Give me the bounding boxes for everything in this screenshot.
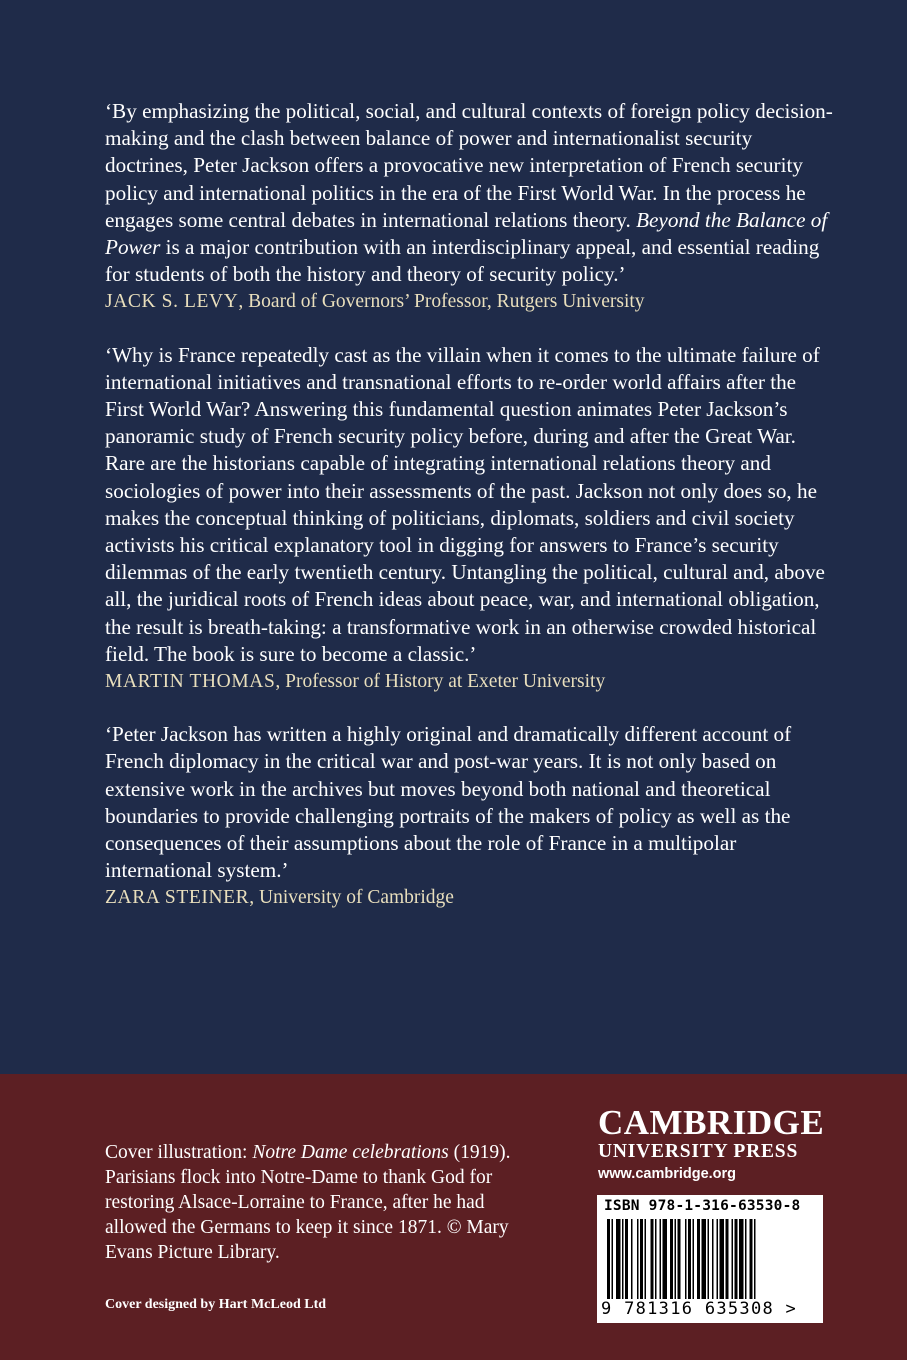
- publisher-press: UNIVERSITY PRESS: [598, 1141, 799, 1162]
- endorsement-text: ‘Why is France repeatedly cast as the villain when it comes to the ultimate failure of international initiatives and transnational efforts to re-order world affairs after the First World War? Answering this fundamental question animates Peter Jackson’s panoramic study of French security policy before, during and after the Great War. Rare are the historians capable of integrating international relations theory and sociologies of power into their assessments of the past. Jackson not only does so, he makes the conceptual thinking of politicians, diplomats, soldiers and civil society activists his critical explanatory tool in digging for answers to France’s security dilemmas of the early twentieth century. Untangling the political, cultural and, above all, the juridical roots of French ideas about peace, war, and international obligation, the result is breath-taking: a transformative work in an otherwise crowded historical field. The book is sure to become a classic.’: [105, 342, 825, 666]
- barcode-bar: [732, 1219, 734, 1299]
- endorsement-steiner: [105, 721, 840, 911]
- barcode-digits: 9 781316 635308 >: [601, 1299, 798, 1319]
- barcode-bar: [663, 1219, 668, 1299]
- barcode-bar: [745, 1219, 747, 1299]
- barcode-bar: [645, 1219, 647, 1299]
- endorser-affiliation: , Board of Governors’ Professor, Rutgers University: [238, 291, 645, 313]
- barcode-bar: [675, 1219, 677, 1299]
- barcode-bar: [750, 1219, 753, 1299]
- endorser-name: ZARA STEINER: [105, 887, 250, 909]
- barcode-bar: [655, 1219, 657, 1299]
- endorsement-levy: [105, 98, 840, 316]
- endorsement-text: ‘Peter Jackson has written a highly original and dramatically different account of French diplomacy in the critical war and post-war years. It is not only based on extensive work in the archives but moves beyond both national and theoretical boundaries to provide challenging portraits of the makers of policy as well as the consequences of their assumptions about the role of France in a multipolar international system.’: [105, 722, 792, 883]
- barcode-bar: [702, 1219, 707, 1299]
- endorsement-text: ‘By emphasizing the political, social, and cultural contexts of foreign policy decision-making and the clash between balance of power and internationalist security doctrines, Peter Jackson offers a provocative new interpretation of French security policy and international politics in the era of the First World War. In the process he engages some central debates in international relations theory. Beyond the Balance of Power is a major contribution with an interdisciplinary appeal, and essential reading for students of both the history and theory of security policy.’: [105, 99, 833, 287]
- endorsement-thomas: [105, 342, 840, 696]
- publisher-logo: [598, 1105, 828, 1185]
- illustration-title: Notre Dame celebrations: [252, 1142, 449, 1163]
- barcode-bar: [708, 1219, 710, 1299]
- barcode-bar: [625, 1219, 628, 1299]
- barcode-bar: [712, 1219, 714, 1299]
- endorsement-attribution: [105, 668, 840, 695]
- barcode-bar: [678, 1219, 681, 1299]
- barcode-bar: [688, 1219, 691, 1299]
- barcode-bars: [605, 1219, 815, 1307]
- endorser-affiliation: , Professor of History at Exeter University: [275, 671, 606, 693]
- endorsement-attribution: [105, 884, 840, 911]
- barcode-bar: [612, 1219, 614, 1299]
- barcode-bar: [720, 1219, 725, 1299]
- barcode-bar: [637, 1219, 639, 1299]
- barcode-bar: [651, 1219, 654, 1299]
- barcode-bar: [717, 1219, 719, 1299]
- cover-illustration-credit: Cover illustration: Notre Dame celebrations (1919). Parisians flock into Notre-Dame to thank God for restoring Alsace-Lorraine to France, after he had allowed the Germans to keep it since 1871. © Mary Evans Picture Library.: [105, 1142, 511, 1263]
- barcode-bar: [640, 1219, 643, 1299]
- endorser-affiliation: , University of Cambridge: [249, 887, 454, 909]
- barcode-bar: [616, 1219, 621, 1299]
- endorsement-attribution: [105, 288, 840, 315]
- isbn-barcode: [597, 1195, 823, 1323]
- barcode-bar: [735, 1219, 738, 1299]
- endorser-name: JACK S. LEVY: [105, 291, 239, 313]
- book-title: Beyond the Balance of Power: [105, 207, 828, 260]
- barcode-bar: [631, 1219, 633, 1299]
- barcode-bar: [685, 1219, 687, 1299]
- endorsements: [105, 98, 840, 938]
- barcode-bar: [660, 1219, 662, 1299]
- isbn-label: ISBN 978-1-316-63530-8: [604, 1198, 801, 1214]
- publisher-name: CAMBRIDGE: [598, 1103, 825, 1142]
- barcode-bar: [622, 1219, 624, 1299]
- barcode-bar: [607, 1219, 610, 1299]
- barcode-bar: [693, 1219, 695, 1299]
- barcode-bar: [739, 1219, 744, 1299]
- barcode-bar: [726, 1219, 729, 1299]
- barcode-bar: [697, 1219, 700, 1299]
- barcode-bar: [670, 1219, 673, 1299]
- cover-designer-credit: Cover designed by Hart McLeod Ltd: [105, 1297, 327, 1312]
- publisher-url[interactable]: www.cambridge.org: [598, 1166, 737, 1182]
- barcode-bar: [754, 1219, 756, 1299]
- endorser-name: MARTIN THOMAS: [105, 671, 276, 693]
